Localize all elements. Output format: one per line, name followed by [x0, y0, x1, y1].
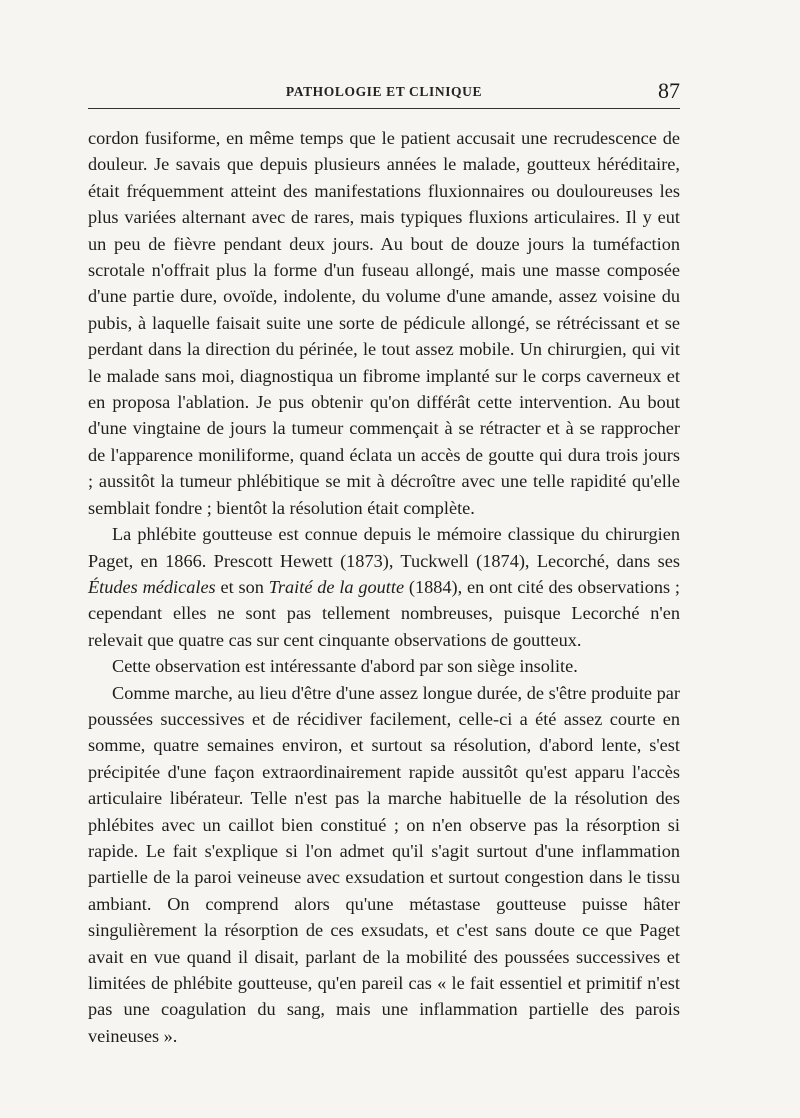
paragraph-2-part-a: La phlébite goutteuse est connue depuis le mémoire classique du chirurgien Paget, en 1866. Prescott Hewett (1873), Tuckwell (1874), Lecorché, dans ses	[88, 524, 680, 571]
paragraph-1: cordon fusiforme, en même temps que le patient accusait une recrudescence de douleur. Je savais que depuis plusieurs années le malade, goutteux héréditaire, était fréquemment atteint des manifestations fluxionnaires ou douloureuses les plus variées alternant avec de rares, mais typiques fluxions articulaires. Il y eut un peu de fièvre pendant deux jours. Au bout de douze jours la tuméfaction scrotale n'offrait plus la forme d'un fuseau allongé, mais une masse composée d'une partie dure, ovoïde, indolente, du volume d'une amande, assez voisine du pubis, à laquelle faisait suite une sorte de pédicule allongé, se rétrécissant et se perdant dans la direction du périnée, le tout assez mobile. Un chirurgien, qui vit le malade sans moi, diagnostiqua un fibrome implanté sur le corps caverneux et en proposa l'ablation. Je pus obtenir qu'on différât cette intervention. Au bout d'une vingtaine de jours la tumeur commençait à se rétracter et à se rapprocher de l'apparence moniliforme, quand éclata un accès de goutte qui dura trois jours ; aussitôt la tumeur phlébitique se mit à décroître avec une telle rapidité qu'elle semblait fondre ; bientôt la résolution était complète.	[88, 128, 680, 518]
body-text	[88, 125, 680, 1049]
paragraph-2	[88, 521, 680, 653]
paragraph-2-part-b: et son	[215, 576, 269, 597]
paragraph-3: Cette observation est intéressante d'abord par son siège insolite.	[112, 656, 578, 677]
page-number: 87	[658, 78, 680, 103]
header-rule	[88, 108, 680, 109]
running-title: PATHOLOGIE ET CLINIQUE	[285, 84, 483, 99]
paragraph-2-title-traite: Traité de la goutte	[268, 576, 405, 597]
paragraph-2-part-c: (1884), en ont cité des observations ; cependant elles ne sont pas tellement nombreuses, puisque Lecorché n'en relevait que quatre cas sur cent cinquante observations de goutteux.	[88, 576, 680, 650]
running-head	[88, 78, 680, 106]
paragraph-4: Comme marche, au lieu d'être d'une assez longue durée, de s'être produite par poussées successives et de récidiver facilement, celle-ci a été assez courte en somme, quatre semaines environ, et surtout sa résolution, d'abord lente, s'est précipitée d'une façon extraordinairement rapide aussitôt qu'est apparu l'accès articulaire libérateur. Telle n'est pas la marche habituelle de la résolution des phlébites avec un caillot bien constitué ; on n'en observe pas la résorption si rapide. Le fait s'explique si l'on admet qu'il s'agit surtout d'une inflammation partielle de la paroi veineuse avec exsudation et surtout congestion dans le tissu ambiant. On comprend alors qu'une métastase goutteuse puisse hâter singulièrement la résorption de ces exsudats, et c'est sans doute ce que Paget avait en vue quand il disait, parlant de la mobilité des poussées successives et limitées de phlébite goutteuse, qu'en pareil cas « le fait essentiel et primitif n'est pas une coagulation du sang, mais une inflammation partielle des parois veineuses ».	[88, 682, 680, 1046]
paragraph-2-title-etudes: Études médicales	[88, 576, 216, 597]
